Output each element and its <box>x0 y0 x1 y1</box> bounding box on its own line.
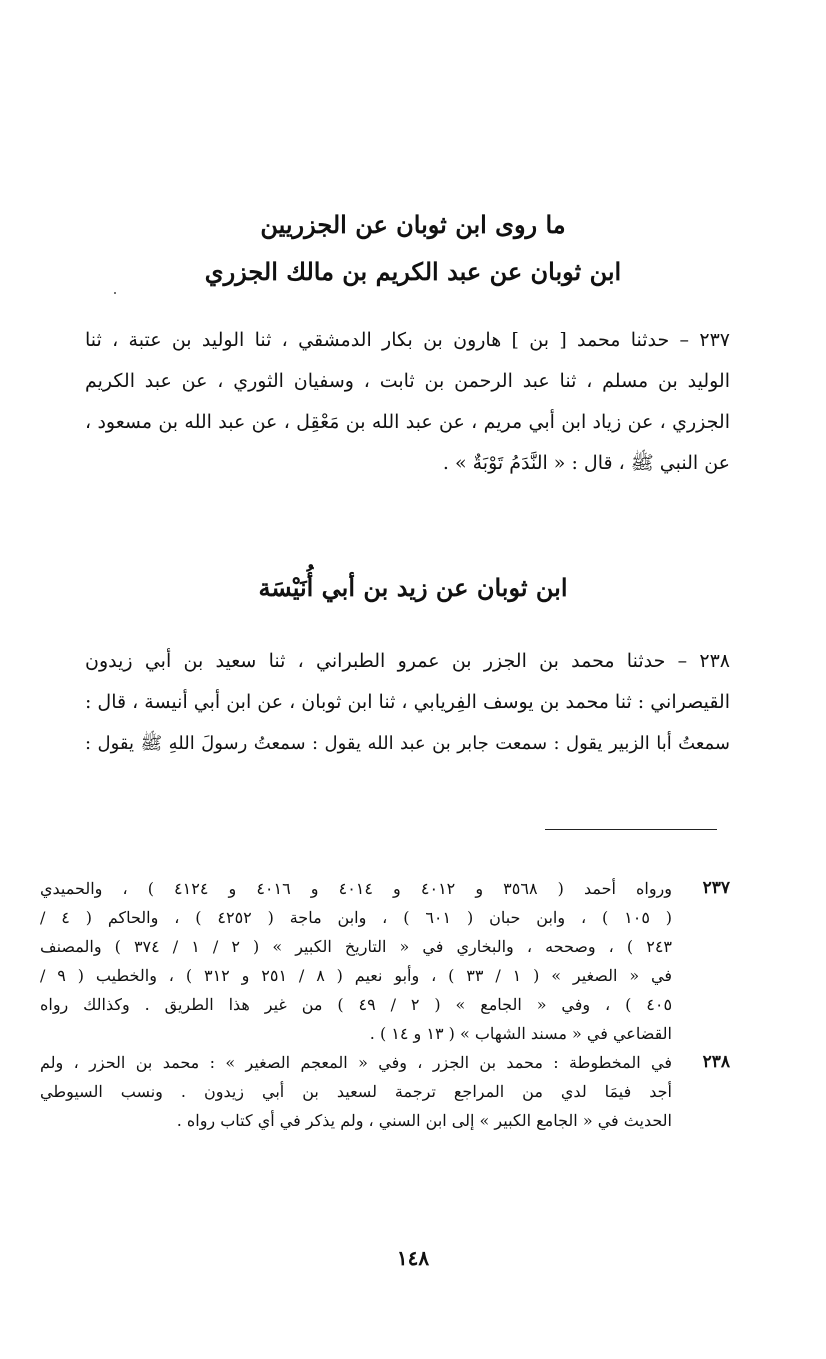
subsection-title-zayd: ابن ثوبان عن زيد بن أبي أُنَيْسَة <box>258 573 568 602</box>
hadith-238-line: ٢٣٨ – حدثنا محمد بن الجزر بن عمرو الطبراني ، ثنا سعيد بن أبي زيدون <box>85 650 730 672</box>
footnote-number: ٢٣٨ <box>702 1052 730 1072</box>
footnote-237 <box>40 874 730 1048</box>
hadith-237 <box>85 320 730 484</box>
footnote-line: ٤٠٥ ) ، وفي « الجامع » ( ٢ / ٤٩ ) من غير هذا الطريق . وكذالك رواه <box>40 995 673 1014</box>
hadith-238 <box>85 641 730 764</box>
page-number: ١٤٨ <box>396 1246 430 1270</box>
print-speck <box>114 292 116 294</box>
footnote-line: في « الصغير » ( ١ / ٣٣ ) ، وأبو نعيم ( ٨ / ٢٥١ و ٣١٢ ) ، والخطيب ( ٩ / <box>40 966 673 985</box>
section-title: ما روى ابن ثوبان عن الجزريين <box>260 210 566 239</box>
hadith-237-line: ٢٣٧ – حدثنا محمد [ بن ] هارون بن بكار الدمشقي ، ثنا الوليد بن عتبة ، ثنا <box>85 329 730 351</box>
hadith-237-line: عن النبي ﷺ ، قال : « النَّدَمُ تَوْبَةٌ » . <box>442 452 730 474</box>
subsection-title-jazari: ابن ثوبان عن عبد الكريم بن مالك الجزري <box>204 257 622 286</box>
footnote-238 <box>40 1048 730 1135</box>
footnote-line: الحديث في « الجامع الكبير » إلى ابن السني ، ولم يذكر في أي كتاب رواه . <box>176 1111 672 1130</box>
hadith-237-line: الجزري ، عن زياد ابن أبي مريم ، عن عبد الله بن مَعْقِل ، عن عبد الله بن مسعود ، <box>85 411 730 433</box>
footnote-divider <box>545 829 717 830</box>
footnote-line: القضاعي في « مسند الشهاب » ( ١٣ و ١٤ ) . <box>369 1024 672 1043</box>
footnote-line: ورواه أحمد ( ٣٥٦٨ و ٤٠١٢ و ٤٠١٤ و ٤٠١٦ و ٤١٢٤ ) ، والحميدي <box>40 879 673 898</box>
footnote-line: ( ١٠٥ ) ، وابن حبان ( ٦٠١ ) ، وابن ماجة ( ٤٢٥٢ ) ، والحاكم ( ٤ / <box>40 908 673 927</box>
footnote-line: في المخطوطة : محمد بن الجزر ، وفي « المعجم الصغير » : محمد بن الحزر ، ولم <box>40 1053 672 1072</box>
hadith-238-line: القيصراني : ثنا محمد بن يوسف الفِريابي ، ثنا ابن ثوبان ، عن ابن أبي أنيسة ، قال : <box>84 691 730 713</box>
hadith-237-line: الوليد بن مسلم ، ثنا عبد الرحمن بن ثابت ، وسفيان الثوري ، عن عبد الكريم <box>85 370 730 392</box>
hadith-238-line: سمعتُ أبا الزبير يقول : سمعت جابر بن عبد الله يقول : سمعتُ رسولَ اللهِ ﷺ يقول : <box>85 733 730 754</box>
footnotes <box>40 874 730 1135</box>
footnote-line: ٢٤٣ ) ، وصححه ، والبخاري في « التاريخ الكبير » ( ٢ / ١ / ٣٧٤ ) والمصنف <box>40 937 673 956</box>
footnote-line: أجد فيمَا لدي من المراجع ترجمة لسعيد بن أبي زيدون . ونسب السيوطي <box>40 1082 672 1101</box>
footnote-number: ٢٣٧ <box>702 878 730 898</box>
